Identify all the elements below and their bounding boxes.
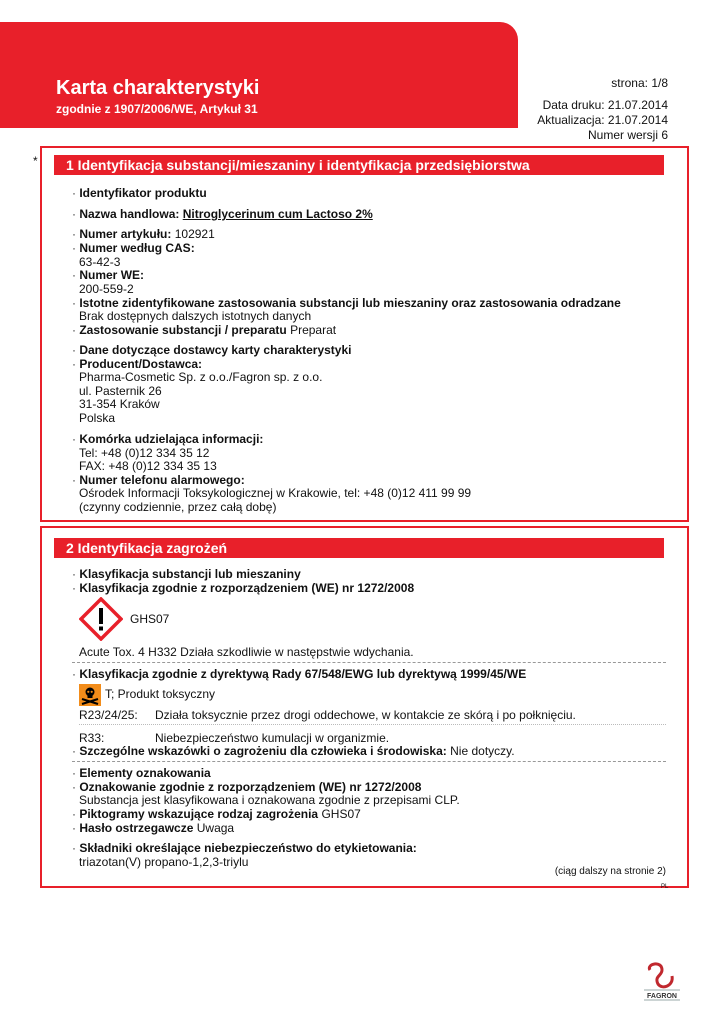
pictograms-line: · Piktogramy wskazujące rodzaj zagrożenia GHS07 — [72, 807, 361, 821]
application-line: · Zastosowanie substancji / preparatu Preparat — [72, 323, 337, 337]
info-label: · Komórka udzielająca informacji: — [72, 432, 264, 446]
toxic-skull-icon — [79, 684, 101, 706]
we-value: 200-559-2 — [79, 282, 134, 296]
producer-line: ul. Pasternik 26 — [79, 384, 162, 398]
r-phrase-text: Niebezpieczeństwo kumulacji w organizmie. — [155, 731, 390, 745]
uses-label: · Istotne zidentyfikowane zastosowania substancji lub mieszaniny oraz zastosowania odradzane — [72, 296, 621, 310]
svg-text:FAGRON: FAGRON — [647, 993, 677, 1000]
change-marker: * — [33, 154, 38, 168]
producer-line: Pharma-Cosmetic Sp. z o.o./Fagron sp. z o.o. — [79, 370, 323, 384]
ghs07-pictogram-icon — [79, 597, 123, 641]
trade-name-line: · Nazwa handlowa: Nitroglycerinum cum Lactoso 2% — [72, 207, 373, 221]
product-identifier-line: · Identyfikator produktu — [72, 186, 207, 200]
cas-label: · Numer według CAS: — [72, 241, 195, 255]
document-title: Karta charakterystyki — [56, 77, 260, 99]
emergency-line: Ośrodek Informacji Toksykologicznej w Krakowie, tel: +48 (0)12 411 99 99 — [79, 486, 472, 500]
version-number: Numer wersji 6 — [587, 128, 668, 142]
producer-line: 31-354 Kraków — [79, 397, 160, 411]
emergency-label: · Numer telefonu alarmowego: — [72, 473, 245, 487]
producer-line: Polska — [79, 411, 116, 425]
divider — [72, 662, 666, 663]
language-code: PL — [661, 884, 669, 890]
divider — [72, 761, 666, 762]
hazard-components-label: · Składniki określające niebezpieczeństwo do etykietowania: — [72, 841, 417, 855]
classification-label: · Klasyfikacja substancji lub mieszaniny — [72, 567, 301, 581]
ghs-code: GHS07 — [130, 612, 170, 626]
fax-line: FAX: +48 (0)12 334 35 13 — [79, 459, 217, 473]
update-date: Aktualizacja: 21.07.2014 — [537, 113, 668, 127]
supplier-label: · Dane dotyczące dostawcy karty charakterystyki — [72, 343, 352, 357]
r-phrase-text: Działa toksycznie przez drogi oddechowe, w kontakcie ze skórą i po połknięciu. — [155, 708, 576, 722]
uses-value: Brak dostępnych dalszych istotnych danych — [79, 309, 312, 323]
clp-label: · Klasyfikacja zgodnie z rozporządzeniem (WE) nr 1272/2008 — [72, 581, 415, 595]
header-banner — [0, 22, 518, 128]
cas-value: 63-42-3 — [79, 255, 121, 269]
emergency-line: (czynny codziennie, przez całą dobę) — [79, 500, 277, 514]
tel-line: Tel: +48 (0)12 334 35 12 — [79, 446, 210, 460]
special-hazards-line: · Szczególne wskazówki o zagrożeniu dla człowieka i środowiska: Nie dotyczy. — [72, 744, 515, 758]
continued-note: (ciąg dalszy na stronie 2) — [554, 866, 666, 877]
article-number-line: · Numer artykułu: 102921 — [72, 227, 215, 241]
clp-labelling-label: · Oznakowanie zgodnie z rozporządzeniem (WE) nr 1272/2008 — [72, 780, 422, 794]
document-subtitle: zgodnie z 1907/2006/WE, Artykuł 31 — [56, 102, 258, 116]
hazard-components-value: triazotan(V) propano-1,2,3-triylu — [79, 855, 249, 869]
toxic-label: T; Produkt toksyczny — [105, 687, 216, 701]
trade-name-value: Nitroglycerinum cum Lactoso 2% — [182, 207, 373, 221]
clp-labelling-value: Substancja jest klasyfikowana i oznakowana zgodnie z przepisami CLP. — [79, 793, 460, 807]
print-date: Data druku: 21.07.2014 — [542, 98, 668, 112]
section-2-title: 2 Identyfikacja zagrożeń — [54, 538, 664, 558]
we-label: · Numer WE: — [72, 268, 145, 282]
r-phrase-code: R33: — [79, 731, 105, 745]
fagron-logo — [640, 960, 684, 1012]
acute-tox-line: Acute Tox. 4 H332 Działa szkodliwie w następstwie wdychania. — [79, 645, 414, 659]
section-1-title: 1 Identyfikacja substancji/mieszaniny i identyfikacja przedsiębiorstwa — [54, 155, 664, 175]
divider — [79, 724, 666, 725]
directive-label: · Klasyfikacja zgodnie z dyrektywą Rady 67/548/EWG lub dyrektywą 1999/45/WE — [72, 667, 527, 681]
r-phrase-code: R23/24/25: — [79, 708, 138, 722]
signal-word-line: · Hasło ostrzegawcze Uwaga — [72, 821, 235, 835]
producer-label: · Producent/Dostawca: — [72, 357, 203, 371]
page-number: strona: 1/8 — [611, 76, 668, 90]
label-elements-label: · Elementy oznakowania — [72, 766, 211, 780]
